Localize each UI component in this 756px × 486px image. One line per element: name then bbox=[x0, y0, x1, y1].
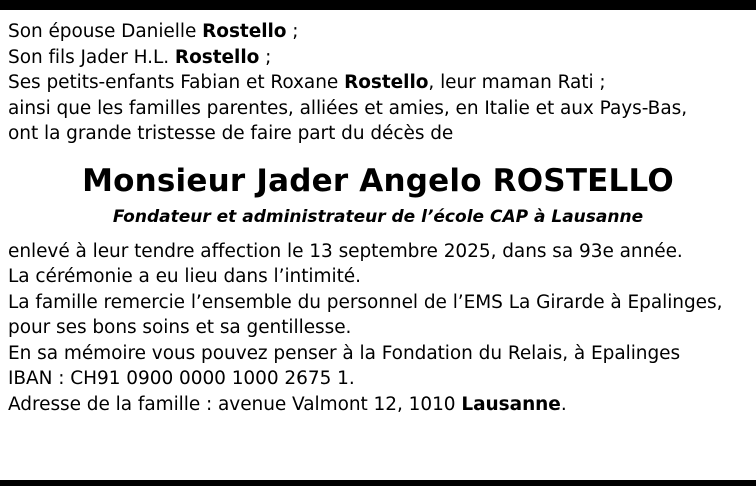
closing-line bbox=[8, 341, 748, 367]
intro-line bbox=[8, 121, 748, 147]
emphasis-text: Rostello bbox=[202, 21, 287, 42]
notice-body bbox=[0, 10, 756, 418]
closing-line bbox=[8, 315, 748, 341]
intro-line bbox=[8, 19, 748, 45]
emphasis-text: Rostello bbox=[174, 46, 260, 68]
closing-line bbox=[8, 239, 748, 265]
text-run: En sa mémoire vous pouvez penser à la Fondation du Relais, à Epalinges bbox=[8, 342, 681, 364]
text-run: enlevé à leur tendre affection le 13 septembre 2025, dans sa 93e année. bbox=[8, 240, 683, 262]
text-run: pour ses bons soins et sa gentillesse. bbox=[8, 317, 352, 339]
emphasis-text: Lausanne bbox=[461, 394, 561, 416]
top-divider bbox=[0, 0, 756, 10]
text-run: ; bbox=[259, 46, 272, 68]
bottom-divider bbox=[0, 480, 756, 486]
closing-line bbox=[8, 290, 748, 316]
text-run: . bbox=[560, 394, 567, 416]
deceased-name: Monsieur Jader Angelo ROSTELLO bbox=[82, 162, 674, 199]
text-run: Adresse de la famille : avenue Valmont 12, 1010 bbox=[8, 394, 462, 416]
closing-line bbox=[8, 392, 748, 418]
text-run: Ses petits-enfants Fabian et Roxane bbox=[8, 72, 345, 93]
intro-line bbox=[8, 96, 748, 122]
closing-line bbox=[8, 366, 748, 392]
deceased-subtitle: Fondateur et administrateur de l’école CAP à Lausanne bbox=[112, 206, 644, 227]
text-run: La cérémonie a eu lieu dans l’intimité. bbox=[8, 266, 361, 288]
text-run: Son épouse Danielle bbox=[8, 21, 203, 42]
text-run: IBAN : CH91 0900 0000 1000 2675 1. bbox=[8, 368, 355, 390]
emphasis-text: Rostello bbox=[344, 72, 429, 93]
text-run: ont la grande tristesse de faire part du décès de bbox=[8, 123, 454, 144]
intro-block bbox=[8, 19, 748, 147]
closing-line bbox=[8, 264, 748, 290]
text-run: La famille remercie l’ensemble du personnel de l’EMS La Girarde à Epalinges, bbox=[8, 291, 723, 313]
intro-line bbox=[8, 70, 748, 96]
text-run: , leur maman Rati ; bbox=[428, 72, 606, 93]
text-run: ainsi que les familles parentes, alliées et amies, en Italie et aux Pays-Bas, bbox=[8, 97, 688, 119]
text-run: Son fils Jader H.L. bbox=[8, 46, 175, 68]
text-run: ; bbox=[286, 21, 299, 42]
closing-block bbox=[8, 239, 748, 418]
intro-line bbox=[8, 45, 748, 71]
